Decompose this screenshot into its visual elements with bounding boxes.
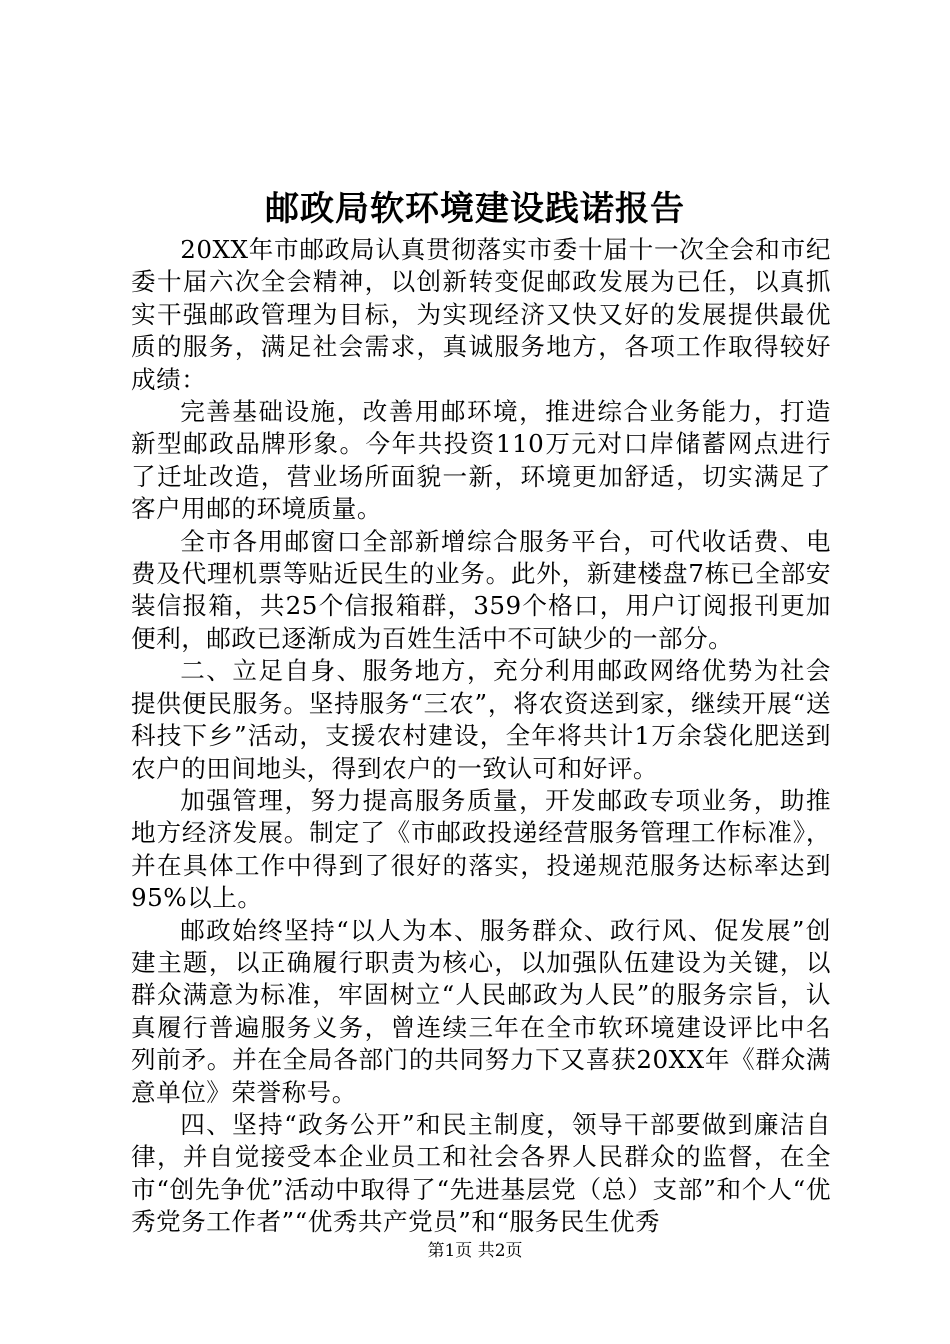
paragraph-management: 加强管理，努力提高服务质量，开发邮政专项业务，助推地方经济发展。制定了《市邮政投递经营服务管理工作标准》，并在具体工作中得到了很好的落实，投递规范服务达标率达到95%以上。	[131, 785, 831, 913]
paragraph-service-platform: 全市各用邮窗口全部新增综合服务平台，可代收话费、电费及代理机票等贴近民生的业务。此外，新建楼盘7栋已全部安装信报箱，共25个信报箱群，359个格口，用户订阅报刊更加便利，邮政已逐渐成为百姓生活中不可缺少的一部分。	[131, 526, 831, 653]
document-body	[131, 234, 831, 1239]
paragraph-local-service: 二、立足自身、服务地方，充分利用邮政网络优势为社会提供便民服务。坚持服务“三农”，将农资送到家，继续开展“送科技下乡”活动，支援农村建设，全年将共计1万余袋化肥送到农户的田间地头，得到农户的一致认可和好评。	[131, 656, 831, 783]
paragraph-transparency: 四、坚持“政务公开”和民主制度，领导干部要做到廉洁自律，并自觉接受本企业员工和社会各界人民群众的监督，在全市“创先争优”活动中取得了“先进基层党（总）支部”和个人“优秀党务工作者”“优秀共产党员”和“服务民生优秀	[131, 1109, 831, 1237]
page-footer: 第1页 共2页	[427, 1241, 523, 1261]
paragraph-infrastructure: 完善基础设施，改善用邮环境，推进综合业务能力，打造新型邮政品牌形象。今年共投资110万元对口岸储蓄网点进行了迁址改造，营业场所面貌一新，环境更加舒适，切实满足了客户用邮的环境质量。	[131, 397, 831, 524]
paragraph-people-first: 邮政始终坚持“以人为本、服务群众、政行风、促发展”创建主题，以正确履行职责为核心，以加强队伍建设为关键，以群众满意为标准，牢固树立“人民邮政为人民”的服务宗旨，认真履行普遍服务义务，曾连续三年在全市软环境建设评比中名列前矛。并在全局各部门的共同努力下又喜获20XX年《群众满意单位》荣誉称号。	[131, 915, 831, 1107]
paragraph-intro: 20XX年市邮政局认真贯彻落实市委十届十一次全会和市纪委十届六次全会精神，以创新转变促邮政发展为已任，以真抓实干强邮政管理为目标，为实现经济又快又好的发展提供最优质的服务，满足社会需求，真诚服务地方，各项工作取得较好成绩：	[131, 235, 831, 394]
document-title: 邮政局软环境建设践诺报告	[265, 189, 685, 229]
